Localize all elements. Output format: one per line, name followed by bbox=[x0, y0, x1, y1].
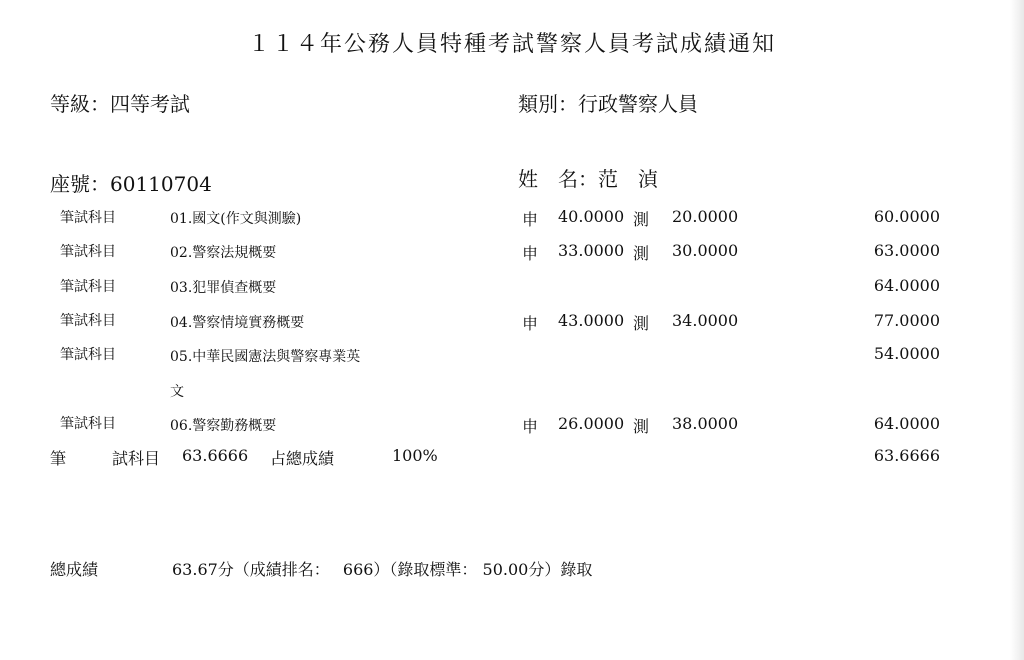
essay-score: 43.0000 bbox=[558, 311, 625, 330]
seat-field bbox=[50, 168, 212, 197]
total-text: 63.67分（成績排名： 666）（錄取標準： 50.00分）錄取 bbox=[172, 560, 593, 579]
test-score: 34.0000 bbox=[672, 311, 739, 330]
essay-label: 申 bbox=[522, 417, 539, 436]
subject-name-continued: 文 bbox=[170, 384, 184, 400]
page-edge-shadow bbox=[1010, 0, 1024, 660]
subject-type: 筆試科目 bbox=[60, 313, 116, 329]
category-label: 類別： bbox=[518, 92, 578, 116]
subject-name: 06.警察勤務概要 bbox=[170, 418, 277, 434]
subject-type: 筆試科目 bbox=[60, 347, 116, 363]
summary-score: 63.6666 bbox=[873, 446, 940, 465]
essay-score: 33.0000 bbox=[558, 241, 625, 260]
essay-score: 26.0000 bbox=[558, 414, 625, 433]
level-field bbox=[50, 88, 190, 117]
total-label: 總成績 bbox=[50, 560, 99, 579]
essay-label: 申 bbox=[522, 210, 539, 229]
subject-name: 01.國文(作文與測驗) bbox=[170, 211, 302, 227]
category-field bbox=[518, 88, 698, 117]
test-label: 測 bbox=[633, 417, 650, 436]
test-label: 測 bbox=[633, 314, 650, 333]
summary-weight: 100% bbox=[392, 446, 438, 465]
summary-label-b: 試科目 bbox=[112, 449, 161, 468]
summary-label-a: 筆 bbox=[50, 449, 67, 468]
subject-type: 筆試科目 bbox=[60, 210, 116, 226]
essay-label: 申 bbox=[522, 314, 539, 333]
seat-value: 60110704 bbox=[110, 172, 212, 196]
subject-type: 筆試科目 bbox=[60, 279, 116, 295]
summary-weight-label: 占總成績 bbox=[270, 449, 335, 468]
subject-score: 60.0000 bbox=[873, 207, 940, 226]
subject-score: 64.0000 bbox=[873, 276, 940, 295]
name-label: 姓 名： bbox=[518, 167, 598, 191]
subject-type: 筆試科目 bbox=[60, 244, 116, 260]
subject-name: 03.犯罪偵查概要 bbox=[170, 280, 277, 296]
name-value: 范 湞 bbox=[598, 167, 658, 191]
level-value: 四等考試 bbox=[110, 92, 190, 116]
subject-score: 54.0000 bbox=[873, 344, 940, 363]
subject-score: 64.0000 bbox=[873, 414, 940, 433]
seat-label: 座號： bbox=[50, 172, 110, 196]
test-score: 38.0000 bbox=[672, 414, 739, 433]
test-label: 測 bbox=[633, 244, 650, 263]
test-score: 30.0000 bbox=[672, 241, 739, 260]
level-label: 等級： bbox=[50, 92, 110, 116]
summary-average: 63.6666 bbox=[182, 446, 249, 465]
test-label: 測 bbox=[633, 210, 650, 229]
category-value: 行政警察人員 bbox=[578, 92, 698, 116]
essay-score: 40.0000 bbox=[558, 207, 625, 226]
test-score: 20.0000 bbox=[672, 207, 739, 226]
subject-name: 05.中華民國憲法與警察專業英 bbox=[170, 349, 361, 365]
name-field bbox=[518, 163, 658, 192]
subject-name: 04.警察情境實務概要 bbox=[170, 315, 305, 331]
subject-name: 02.警察法規概要 bbox=[170, 245, 277, 261]
subject-type: 筆試科目 bbox=[60, 416, 116, 432]
essay-label: 申 bbox=[522, 244, 539, 263]
subject-score: 77.0000 bbox=[873, 311, 940, 330]
page-title: １１４年公務人員特種考試警察人員考試成績通知 bbox=[247, 32, 776, 57]
subject-score: 63.0000 bbox=[873, 241, 940, 260]
